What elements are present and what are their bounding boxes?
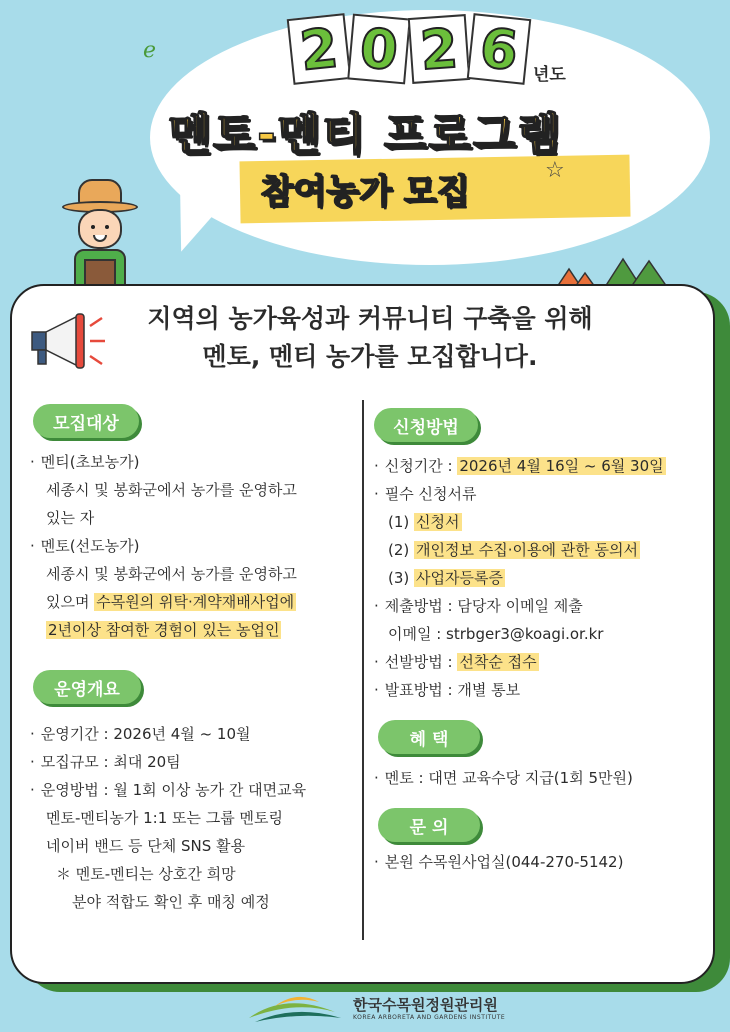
benefit-section [374,764,633,792]
list-item: · 멘티(초보농가) [30,453,140,471]
list-item: ＊ 멘토-멘티는 상호간 희망 [56,865,236,883]
contact-section [374,848,623,876]
highlight: 2026년 4월 16일 ~ 6월 30일 [459,457,664,475]
target-section [30,448,297,644]
list-item: · 발표방법 : 개별 통보 [374,681,521,699]
swirl-icon: ℯ [143,38,157,63]
highlight: 2년이상 참여한 경험이 있는 농업인 [48,621,280,639]
section-label-benefit: 혜 택 [378,720,480,754]
page-title: 멘토-멘티 프로그램 [168,109,562,160]
apply-section [374,452,666,704]
list-item: · 신청기간 : 2026년 4월 16일 ~ 6월 30일 [374,457,664,475]
highlight: 신청서 [416,513,460,531]
list-item: · 선발방법 : 선착순 접수 [374,653,537,671]
star-icon: ☆ [545,158,565,183]
list-item: · 모집규모 : 최대 20팀 [30,753,181,771]
list-item: · 필수 신청서류 [374,485,477,503]
section-label-apply: 신청방법 [374,408,478,442]
year-suffix: 년도 [533,65,566,85]
year-digit: 6 [467,13,532,85]
overview-section [30,720,306,916]
list-item: · 본원 수목원사업실(044-270-5142) [374,853,624,871]
highlight: 사업자등록증 [416,569,503,587]
overalls [84,259,116,287]
face [78,209,122,249]
email-line: 이메일 : strbger3@koagi.or.kr [388,625,604,643]
year-digit: 0 [347,14,411,85]
section-label-contact: 문 의 [378,808,480,842]
highlight: 개인정보 수집·이용에 관한 동의서 [416,541,638,559]
list-item: · 제출방법 : 담당자 이메일 제출 [374,597,583,615]
headline-line: 멘토, 멘티 농가를 모집합니다. [202,342,538,371]
page-subtitle: 참여농가 모집 [260,172,470,212]
farmer-illustration [60,175,140,287]
list-item: (1) 신청서 [388,513,460,531]
year-digit: 2 [408,14,470,84]
eye [91,225,95,229]
column-divider [362,400,364,940]
list-item: · 운영방법 : 월 1회 이상 농가 간 대면교육 [30,781,307,799]
org-name-english: KOREA ARBORETA AND GARDENS INSTITUTE [353,1014,506,1021]
list-item: (3) 사업자등록증 [388,569,503,587]
list-item: · 운영기간 : 2026년 4월 ~ 10월 [30,725,251,743]
org-name: 한국수목원정원관리원 [353,996,498,1014]
list-item: 있으며 수목원의 위탁·계약재배사업에 [46,593,295,611]
list-item: 세종시 및 봉화군에서 농가를 운영하고 [46,481,297,499]
headline-line: 지역의 농가육성과 커뮤니티 구축을 위해 [147,304,593,333]
list-item: (2) 개인정보 수집·이용에 관한 동의서 [388,541,638,559]
section-label-overview: 운영개요 [33,670,141,704]
eye [105,225,109,229]
year-title [290,16,528,82]
logo-icon [245,990,345,1026]
headline [110,300,630,376]
highlight: 선착순 접수 [459,653,537,671]
section-label-target: 모집대상 [33,404,139,438]
list-item: 세종시 및 봉화군에서 농가를 운영하고 [46,565,297,583]
megaphone-icon [28,312,108,372]
list-item: 네이버 밴드 등 단체 SNS 활용 [46,837,246,855]
list-item: · 멘토(선도농가) [30,537,140,555]
list-item: · 멘토 : 대면 교육수당 지급(1회 5만원) [374,769,633,787]
list-item: 분야 적합도 확인 후 매칭 예정 [72,893,270,911]
list-item: 있는 자 [46,509,95,527]
list-item: 멘토-멘티농가 1:1 또는 그룹 멘토링 [46,809,283,827]
highlight: 수목원의 위탁·계약재배사업에 [96,593,295,611]
year-digit: 2 [287,13,352,85]
list-item [30,616,297,644]
